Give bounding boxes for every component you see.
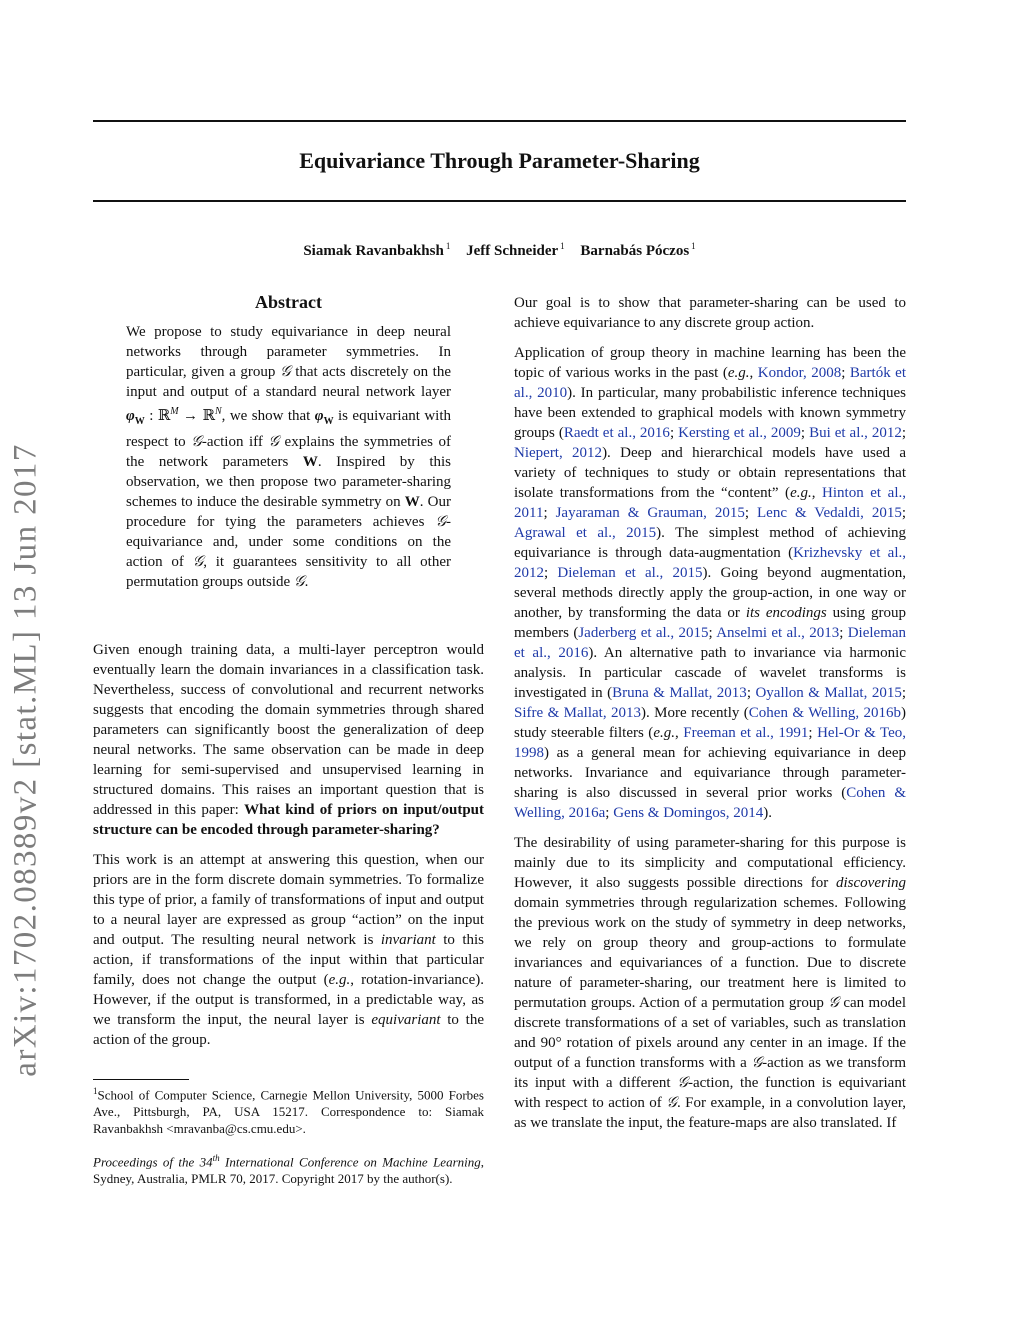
footnote-mark: 1 xyxy=(93,1086,98,1096)
citation-link[interactable]: Oyallon & Mallat, 2015 xyxy=(755,685,902,701)
phi-symbol: φ xyxy=(126,408,135,424)
abstract-body: We propose to study equivariance in deep neural networks through parameter symmetries. In particular, given a group 𝒢 that acts discretely on the input and output of a standard neural network layer $\varphi_W$ : ℝ$^M$ → ℝ$^N$, we show that $\varphi_W$ is equivariant with respect to 𝒢-action iff 𝒢 explains the symmetries of the network parameters W. Inspired by this observation, we then propose two parameter-sharing schemes to induce the desirable symmetry on W. Our procedure for tying the parameters achieves 𝒢-equivariance and, under some conditions on the action of 𝒢, it guarantees sensitivity to all other permutation groups outside 𝒢. xyxy=(126,324,452,590)
author-1 xyxy=(303,243,450,259)
author-list xyxy=(93,236,906,261)
citation-link[interactable]: Agrawal et al., 2015 xyxy=(514,525,657,541)
footnote-rule xyxy=(93,1079,189,1080)
citation-link[interactable]: Cohen & Welling, 2016a xyxy=(514,785,906,821)
author-affiliation-mark: 1 xyxy=(560,241,565,251)
citation-link[interactable]: Gens & Domingos, 2014 xyxy=(613,805,764,821)
citation-link[interactable]: Bartók et al., 2010 xyxy=(514,365,907,401)
title-top-rule xyxy=(93,120,906,122)
citation-link[interactable]: Kondor, 2008 xyxy=(757,365,842,381)
citation-link[interactable]: Hel-Or & Teo, 1998 xyxy=(514,725,907,761)
citation-link[interactable]: Krizhevsky et al., 2012 xyxy=(514,545,906,581)
author-2 xyxy=(466,243,565,259)
citation-link[interactable]: Bui et al., 2012 xyxy=(809,425,902,441)
citation-link[interactable]: Sifre & Mallat, 2013 xyxy=(514,705,641,721)
author-name: Siamak Ravanbakhsh xyxy=(303,243,444,259)
citation-link[interactable]: Niepert, 2012 xyxy=(514,445,603,461)
affiliation-footnote: $^1$School of Computer Science, Carnegie Mellon University, 5000 Forbes Ave., Pittsburgh, PA, USA 15217. Correspondence to: Siamak Ravanbakhsh <mravanba@cs.cmu.edu>. xyxy=(93,1086,484,1137)
title-bottom-rule xyxy=(93,200,906,202)
citation-link[interactable]: Dieleman et al., 2015 xyxy=(557,565,703,581)
citation-link[interactable]: Hinton et al., 2011 xyxy=(514,485,906,521)
author-affiliation-mark: 1 xyxy=(445,241,451,251)
citation-link[interactable]: Anselmi et al., 2013 xyxy=(716,625,840,641)
left-column xyxy=(93,640,484,1060)
citation-link[interactable]: Cohen & Welling, 2016b xyxy=(748,705,901,721)
citation-link[interactable]: Raedt et al., 2016 xyxy=(563,425,670,441)
group-symbol: 𝒢 xyxy=(279,364,291,380)
author-3 xyxy=(580,243,695,259)
proceedings-note: Proceedings of the 34th International Conference on Machine Learning, Sydney, Australia, PMLR 70, 2017. Copyright 2017 by the author(s). xyxy=(93,1153,484,1187)
citation-link[interactable]: Lenc & Vedaldi, 2015 xyxy=(757,505,902,521)
arxiv-identifier-text: arXiv:1702.08389v2 [stat.ML] 13 Jun 2017 xyxy=(7,443,44,1077)
author-name: Barnabás Póczos xyxy=(580,243,690,259)
right-paragraph-1: Our goal is to show that parameter-sharing can be used to achieve equivariance to any discrete group action. xyxy=(514,295,906,331)
citation-link[interactable]: Kersting et al., 2009 xyxy=(678,425,801,441)
related-work-paragraph: Application of group theory in machine learning has been the topic of various works in the past (e.g., Kondor, 2008; Bartók et al., 2010). In particular, many probabilistic inference techniques have been extended to graphical models with known symmetry groups (Raedt et al., 2016; Kersting et al., 2009; Bui et al., 2012; Niepert, 2012). Deep and hierarchical models have used a variety of techniques to study or obtain representations that isolate transformations from the “content” (e.g., Hinton et al., 2011; Jayaraman & Grauman, 2015; Lenc & Vedaldi, 2015; Agrawal et al., 2015). The simplest method of achieving equivariance is through data-augmentation (Krizhevsky et al., 2012; Dieleman et al., 2015). Going beyond augmentation, several methods directly apply the group-action, in one way or another, by transforming the data or its encodings using group members (Jaderberg et al., 2015; Anselmi et al., 2013; Dieleman et al., 2016). An alternative path to invariance via harmonic analysis. In particular cascade of wavelet transforms is investigated in (Bruna & Mallat, 2013; Oyallon & Mallat, 2015; Sifre & Mallat, 2013). More recently (Cohen & Welling, 2016b) study steerable filters (e.g., Freeman et al., 1991; Hel-Or & Teo, 1998) as a general mean for achieving equivariance in deep networks. Invariance and equivariance through parameter-sharing is also discussed in several prior works (Cohen & Welling, 2016a; Gens & Domingos, 2014). xyxy=(514,345,907,821)
author-affiliation-mark: 1 xyxy=(691,241,696,251)
citation-link[interactable]: Freeman et al., 1991 xyxy=(683,725,809,741)
motivation-paragraph: The desirability of using parameter-sharing for this purpose is mainly due to its simplicity and computational efficiency. However, it also suggests possible directions for discovering domain symmetries through regularization schemes. Following the previous work on the study of symmetry in deep networks, we rely on group theory and group-actions to formulate invariances and equivariances of a function. Due to discrete nature of parameter-sharing, our treatment here is limited to permutation groups. Action of a permutation group 𝒢 can model discrete transformations of a set of variables, such as translation and 90° rotation of pixels around any center in an image. If the output of a function transforms with a 𝒢-action as we transform its input with a different 𝒢-action, the function is equivariant with respect to action of 𝒢. For example, in a convolution layer, as we translate the input, the feature-maps are also translated. If xyxy=(514,835,906,1131)
citation-link[interactable]: Jayaraman & Grauman, 2015 xyxy=(555,505,745,521)
author-name: Jeff Schneider xyxy=(466,243,559,259)
intro-paragraph-1: Given enough training data, a multi-layer perceptron would eventually learn the domain invariances in a classification task. Nevertheless, success of convolutional and recurrent networks suggests that encoding the domain symmetries through shared parameters can significantly boost the generalization of deep neural networks. The same observation can be made in deep learning for semi-supervised and unsupervised learning in structured domains. This raises an important question that is addressed in this paper: What kind of priors on input/output structure can be encoded through parameter-sharing? xyxy=(93,642,485,838)
right-column xyxy=(514,293,906,1143)
citation-link[interactable]: Jaderberg et al., 2015 xyxy=(578,625,709,641)
abstract-heading: Abstract xyxy=(255,292,322,312)
citation-link[interactable]: Bruna & Mallat, 2013 xyxy=(612,685,747,701)
intro-paragraph-2: This work is an attempt at answering this question, when our priors are in the form discrete domain symmetries. To formalize this type of prior, a family of transformations of input and output to a neural layer are expressed as group “action” on the input and output. The resulting neural network is invariant to this action, if transformations of the input within that particular family, does not change the output (e.g., rotation-invariance). However, if the output is transformed, in a predictable way, as we transform the input, the neural layer is equivariant to the action of the group. xyxy=(93,852,484,1048)
citation-link[interactable]: Dieleman et al., 2016 xyxy=(514,625,907,661)
paper-title: Equivariance Through Parameter-Sharing xyxy=(299,148,700,173)
research-question: What kind of priors on input/output structure can be encoded through parameter-sharing? xyxy=(93,802,485,838)
